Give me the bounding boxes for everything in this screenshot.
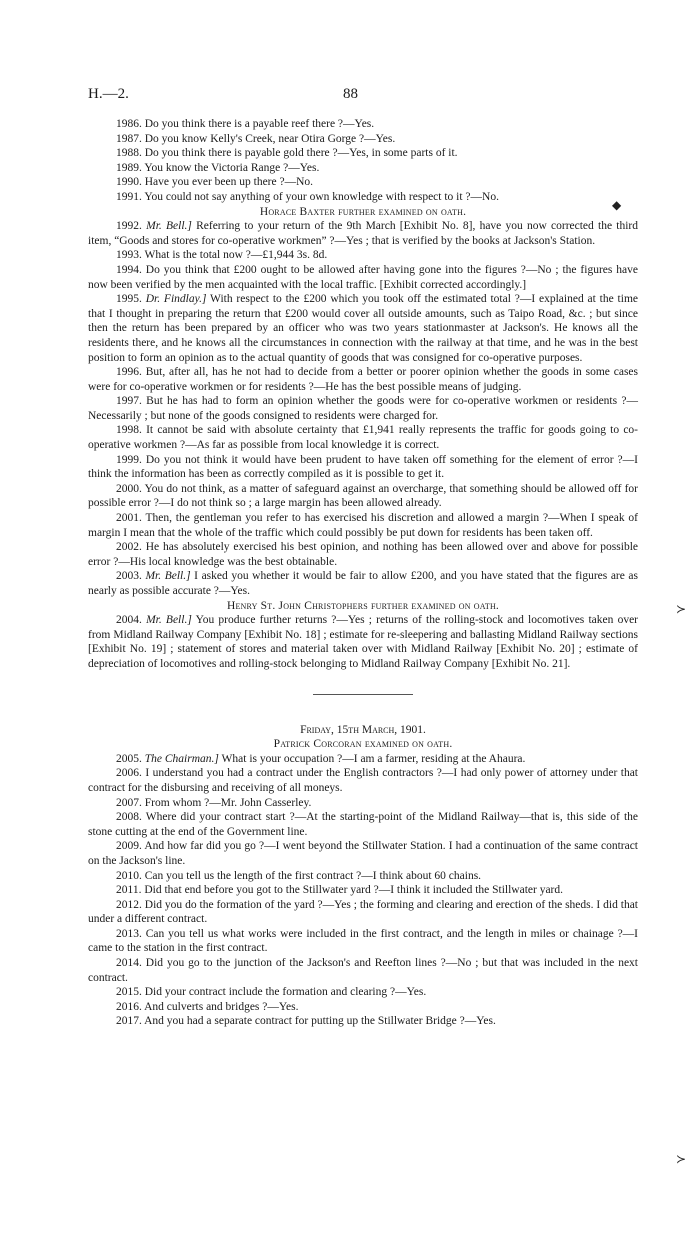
- question-2005: 2005. The Chairman.] What is your occupation ?—I am a farmer, residing at the Ahaura.: [116, 752, 526, 765]
- question-2008: 2008. Where did your contract start ?—At the starting-point of the Midland Railway—that is, this side of the stone cutting at the end of the Government line.: [88, 811, 638, 838]
- page-header: [88, 86, 618, 106]
- question-2013: 2013. Can you tell us what works were included in the first contract, and the length in miles or chainage ?—I came to the station in the first contract.: [88, 927, 638, 955]
- question-2017: 2017. And you had a separate contract for putting up the Stillwater Bridge ?—Yes.: [116, 1015, 496, 1028]
- question-2012: 2012. Did you do the formation of the yard ?—Yes ; the forming and clearing and erection of the sheds. I did that under a different contract.: [88, 898, 638, 926]
- question-2011: 2011. Did that end before you got to the Stillwater yard ?—I think it included the Stillwater yard.: [116, 884, 564, 897]
- margin-mark-arrow: ≻: [676, 602, 687, 616]
- date-heading: Friday, 15th March, 1901.: [300, 723, 426, 736]
- question-1997: 1997. But he has had to form an opinion whether the goods were for co-operative workmen or residents ?—Necessarily ; but none of the goods consigned to residents were charged for.: [88, 395, 638, 422]
- question-2016: 2016. And culverts and bridges ?—Yes.: [116, 1000, 299, 1013]
- question-2015: 2015. Did your contract include the formation and clearing ?—Yes.: [116, 986, 427, 999]
- question-1989: 1989. You know the Victoria Range ?—Yes.: [116, 161, 320, 174]
- page-number: 88: [343, 86, 358, 102]
- question-2007: 2007. From whom ?—Mr. John Casserley.: [116, 796, 312, 809]
- document-reference: H.—2.: [88, 86, 129, 102]
- question-1992: 1992. Mr. Bell.] Referring to your return of the 9th March [Exhibit No. 8], have you now corrected the third item, “Goods and stores for co-operative workmen” ?—Yes ; that is verified by the books at Jackson's Station.: [88, 220, 639, 247]
- question-1987: 1987. Do you know Kelly's Creek, near Otira Gorge ?—Yes.: [116, 132, 396, 145]
- question-1996: 1996. But, after all, has he not had to decide from a better or poorer opinion whether the goods in some cases were for co-operative workmen or for residents ?—He has the best possible means of judging.: [88, 366, 638, 393]
- question-2009: 2009. And how far did you go ?—I went beyond the Stillwater Station. I had a continuation of the same contract on the Jackson's line.: [88, 840, 638, 867]
- question-2003: 2003. Mr. Bell.] I asked you whether it would be fair to allow £200, and you have stated that the figures are as nearly as possible accurate ?—Yes.: [88, 570, 639, 597]
- question-1991: 1991. You could not say anything of your own knowledge with respect to it ?—No.: [116, 190, 499, 203]
- question-2006: 2006. I understand you had a contract under the English contractors ?—I had only power of attorney under that contract for the disbursing and receiving of all moneys.: [88, 767, 638, 794]
- question-2000: 2000. You do not think, as a matter of safeguard against an overcharge, that something should be allowed off for possible error ?—I do not think so ; a large margin has been allowed already.: [88, 482, 638, 510]
- question-2010: 2010. Can you tell us the length of the first contract ?—I think about 60 chains.: [116, 869, 482, 882]
- question-1994: 1994. Do you think that £200 ought to be allowed after having gone into the figures ?—No ; the figures have now been verified by the men acquainted with the local traffic. [Exhibit corrected accordingly.]: [88, 263, 638, 291]
- question-1999: 1999. Do you not think it would have been prudent to have taken off something for the element of error ?—I think the information has been as correctly compiled as it is possible to get it.: [88, 453, 638, 481]
- question-2001: 2001. Then, the gentleman you refer to has exercised his discretion and allowed a margin ?—When I speak of margin I mean that the whole of the traffic which could possibly be put down for residents has been taken off.: [88, 512, 638, 539]
- section-divider: [313, 694, 413, 695]
- question-2004: 2004. Mr. Bell.] You produce further returns ?—Yes ; returns of the rolling-stock and locomotives taken over from Midland Railway Company [Exhibit No. 18] ; estimate for re-sleepering and ballasting Midland Railway sections [Exhibit No. 19] ; statement of stores and material taken over with Midland Railway [Exhibit No. 20] ; estimate of depreciation of locomotives and rolling-stock belonging to Midland Railway Company [Exhibit No. 21].: [88, 614, 638, 670]
- question-1990: 1990. Have you ever been up there ?—No.: [116, 176, 314, 189]
- witness-heading-baxter: Horace Baxter further examined on oath.: [259, 205, 467, 218]
- witness-heading-corcoran: Patrick Corcoran examined on oath.: [273, 738, 453, 751]
- question-1986: 1986. Do you think there is a payable reef there ?—Yes.: [116, 118, 375, 130]
- question-1993: 1993. What is the total now ?—£1,944 3s. 8d.: [116, 249, 328, 262]
- margin-mark-arrow: ≻: [676, 1152, 687, 1166]
- question-1995: 1995. Dr. Findlay.] With respect to the £200 which you took off the estimated total ?—I explained at the time that I thought in preparing the return that £200 would cover all outside amounts, such as Taipo Road, &c. ; but since then the return has been prepared by an officer who was two years stationmaster at Jackson's. He knows all the residents there, and he knows all the circumstances in connection with the railway at that time, and he was in the best position to form an opinion as to the actual quantity of goods that was consigned for co-operative purposes.: [88, 293, 638, 364]
- question-1988: 1988. Do you think there is payable gold there ?—Yes, in some parts of it.: [116, 147, 458, 160]
- ink-blot-mark: ◆: [612, 198, 622, 212]
- witness-heading-christophers: Henry St. John Christophers further examined on oath.: [226, 599, 500, 612]
- question-2014: 2014. Did you go to the junction of the Jackson's and Reefton lines ?—No ; but that was included in the next contract.: [88, 957, 638, 984]
- question-1998: 1998. It cannot be said with absolute certainty that £1,941 really represents the traffic for goods going to co-operative workmen ?—As far as possible from local knowledge it is correct.: [88, 424, 638, 452]
- question-2002: 2002. He has absolutely exercised his best opinion, and nothing has been allowed over and above for possible error ?—His local knowledge was the best obtainable.: [88, 541, 638, 568]
- document-body: [88, 117, 638, 1029]
